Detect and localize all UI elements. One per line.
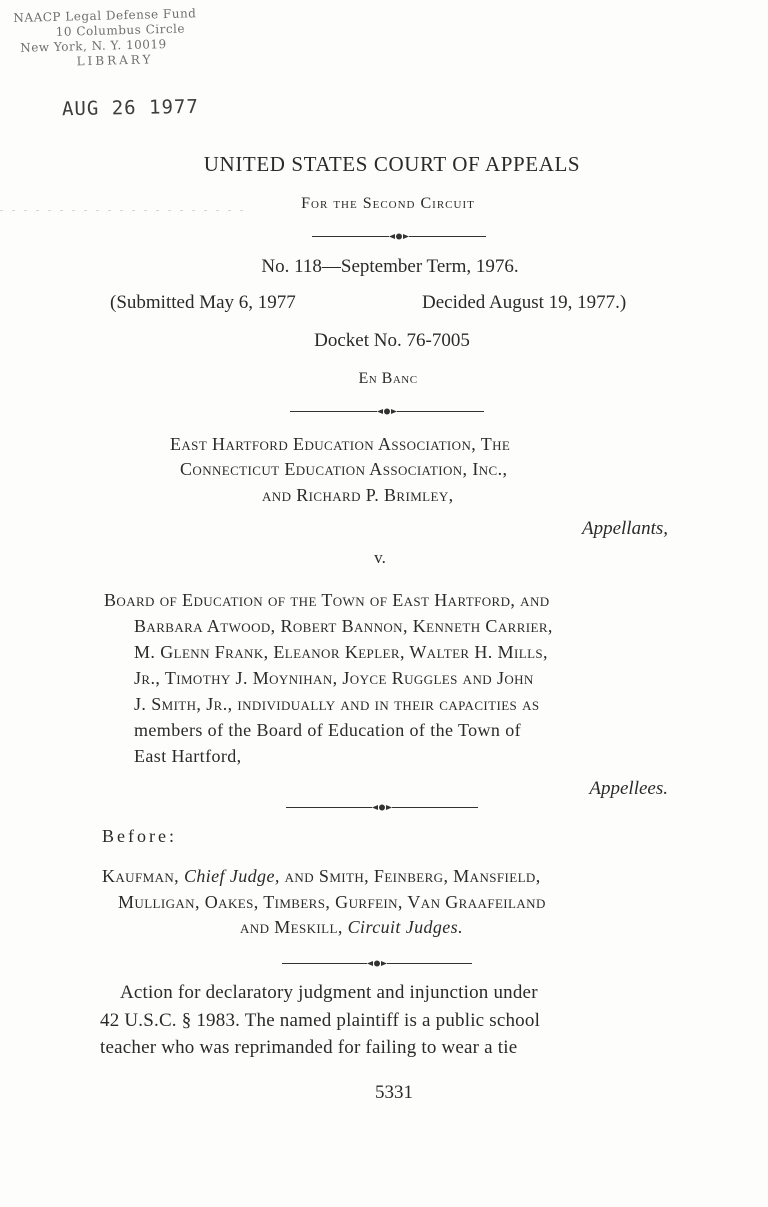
appellee-line: Barbara Atwood, Robert Bannon, Kenneth Carrier, — [134, 616, 553, 636]
versus: v. — [374, 548, 386, 567]
judge-name: Kaufman, — [102, 866, 180, 886]
judge-title: Circuit Judges. — [347, 917, 463, 937]
case-number: No. 118—September Term, 1976. — [261, 256, 519, 277]
appellee-line: Board of Education of the Town of East Hartford, and — [104, 590, 550, 610]
appellant-line: and Richard P. Brimley, — [262, 485, 454, 505]
decided-date: Decided August 19, 1977.) — [422, 292, 627, 313]
court-title: UNITED STATES COURT OF APPEALS — [203, 152, 581, 176]
judge-title: Chief Judge, — [183, 866, 280, 886]
ornament-divider — [290, 411, 484, 412]
appellee-line: J. Smith, Jr., individually and in their capacities as — [134, 694, 540, 714]
docket-number: Docket No. 76-7005 — [314, 330, 470, 351]
appellant-line: East Hartford Education Association, The — [170, 434, 511, 454]
judge-name: and Meskill, — [240, 917, 343, 937]
summary-line: teacher who was reprimanded for failing to wear a tie — [100, 1037, 518, 1058]
appellee-line: East Hartford, — [134, 746, 242, 766]
judges-line-3 — [240, 917, 463, 938]
appellee-line: members of the Board of Education of the Town of — [134, 720, 522, 740]
summary-line: Action for declaratory judgment and injunction under — [120, 982, 538, 1003]
stamp-line: NAACP Legal Defense Fund — [13, 6, 197, 26]
summary-line: 42 U.S.C. § 1983. The named plaintiff is a public school — [100, 1010, 541, 1031]
library-stamp — [13, 5, 244, 71]
judges-line-1 — [102, 866, 541, 887]
circuit-subtitle: For the Second Circuit — [301, 195, 475, 212]
submitted-date: (Submitted May 6, 1977 — [110, 292, 296, 313]
en-banc-label: En Banc — [358, 370, 418, 387]
appellees-role: Appellees. — [589, 778, 668, 799]
stamp-line: New York, N. Y. 10019 — [20, 37, 167, 55]
divider-ornament-icon — [389, 232, 409, 241]
stamp-line: 10 Columbus Circle — [55, 21, 186, 39]
divider-ornament-icon — [367, 959, 387, 968]
date-stamp: AUG 26 1977 — [61, 95, 200, 121]
stamp-line: LIBRARY — [76, 52, 154, 69]
ornament-divider — [286, 807, 478, 808]
ornament-divider — [282, 963, 472, 964]
appellant-line: Connecticut Education Association, Inc., — [180, 459, 508, 479]
appellants-role: Appellants, — [581, 518, 668, 539]
appellee-line: Jr., Timothy J. Moynihan, Joyce Ruggles and John — [134, 668, 534, 688]
judges-line-2: Mulligan, Oakes, Timbers, Gurfein, Van Graafeiland — [118, 892, 546, 912]
appellee-line: M. Glenn Frank, Eleanor Kepler, Walter H. Mills, — [134, 642, 548, 662]
divider-ornament-icon — [377, 407, 397, 416]
divider-ornament-icon — [372, 803, 392, 812]
ornament-divider — [312, 236, 486, 237]
page-number: 5331 — [375, 1082, 413, 1103]
judge-names: and Smith, Feinberg, Mansfield, — [284, 866, 541, 886]
before-label: Before: — [102, 826, 177, 846]
